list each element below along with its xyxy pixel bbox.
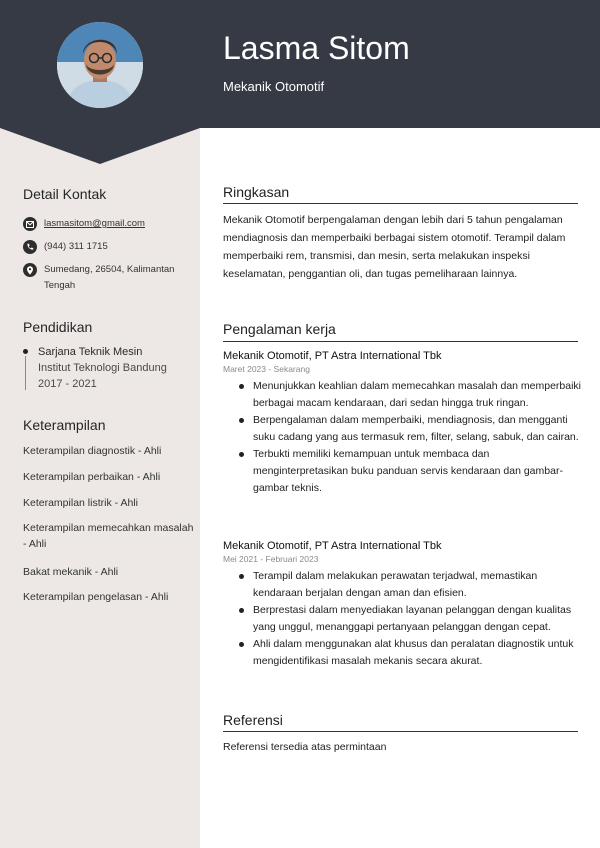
summary-heading: Ringkasan [223, 184, 290, 200]
sidebar-chevron [0, 128, 200, 164]
contact-heading: Detail Kontak [23, 186, 107, 202]
section-divider [223, 203, 578, 204]
profile-photo [57, 22, 143, 108]
phone-text: (944) 311 1715 [44, 241, 108, 252]
phone-icon [23, 240, 37, 254]
job-bullet: Menunjukkan keahlian dalam memecahkan masalah dan memperbaiki berbagai macam kendaraan, dari sedan hingga truk ringan. [238, 378, 583, 412]
skill-item: Keterampilan pengelasan - Ahli [23, 591, 169, 603]
job-dates: Maret 2023 - Sekarang [223, 364, 310, 374]
education-school: Institut Teknologi Bandung [38, 362, 167, 374]
education-bullet [23, 349, 28, 354]
skill-item: Keterampilan memecahkan masalah - Ahli [23, 522, 194, 550]
references-heading: Referensi [223, 712, 283, 728]
experience-heading: Pengalaman kerja [223, 321, 336, 337]
email-text[interactable]: lasmasitom@gmail.com [44, 218, 145, 229]
contact-address [23, 263, 174, 294]
skill-item: Keterampilan listrik - Ahli [23, 497, 138, 509]
references-text: Referensi tersedia atas permintaan [223, 741, 387, 753]
contact-email[interactable] [23, 217, 145, 232]
education-years: 2017 - 2021 [38, 378, 97, 390]
job-bullets [238, 568, 583, 670]
education-timeline-line [25, 356, 26, 390]
skill-item: Keterampilan perbaikan - Ahli [23, 471, 161, 483]
sidebar-panel [0, 128, 200, 848]
job-bullet: Ahli dalam menggunakan alat khusus dan peralatan diagnostik untuk mengidentifikasi masalah mekanis secara akurat. [238, 636, 583, 670]
address-line-2: Tengah [44, 280, 76, 291]
education-text [38, 344, 167, 392]
job-title: Mekanik Otomotif, PT Astra International Tbk [223, 350, 442, 362]
summary-text: Mekanik Otomotif berpengalaman dengan lebih dari 5 tahun pengalaman mendiagnosis dan memperbaiki berbagai sistem otomotif. Terampil dalam memperbaiki rem, transmisi, dan mesin, serta melakukan inspeksi keselamatan, penggantian oli, dan tugas pemeliharaan lainnya. [223, 214, 566, 280]
section-divider [223, 341, 578, 342]
job-bullet: Berprestasi dalam menyediakan layanan pelanggan dengan kualitas yang unggul, menanggapi pertanyaan pelanggan dengan cepat. [238, 602, 583, 636]
job-bullet: Berpengalaman dalam memperbaiki, mendiagnosis, dan mengganti suku cadang yang aus termasuk rem, filter, selang, sabuk, dan cairan. [238, 412, 583, 446]
address-line-1: Sumedang, 26504, Kalimantan [44, 264, 175, 275]
contact-phone [23, 240, 108, 255]
address-text [44, 262, 174, 294]
job-bullet: Terampil dalam melakukan perawatan terjadwal, memastikan kendaraan berjalan dengan aman dan efisien. [238, 568, 583, 602]
education-heading: Pendidikan [23, 319, 93, 335]
skills-heading: Keterampilan [23, 417, 106, 433]
email-icon [23, 217, 37, 231]
job-title: Mekanik Otomotif, PT Astra International Tbk [223, 540, 442, 552]
education-degree: Sarjana Teknik Mesin [38, 346, 143, 358]
job-bullets [238, 378, 583, 497]
skill-item: Keterampilan diagnostik - Ahli [23, 445, 162, 457]
person-name: Lasma Sitom [223, 30, 410, 66]
job-dates: Mei 2021 - Februari 2023 [223, 554, 319, 564]
job-bullet: Terbukti memiliki kemampuan untuk membaca dan menginterpretasikan buku panduan servis kendaraan dan gambar-gambar teknis. [238, 446, 583, 497]
location-pin-icon [23, 263, 37, 277]
section-divider [223, 731, 578, 732]
skill-item: Bakat mekanik - Ahli [23, 566, 119, 578]
job-role: Mekanik Otomotif [223, 79, 325, 94]
